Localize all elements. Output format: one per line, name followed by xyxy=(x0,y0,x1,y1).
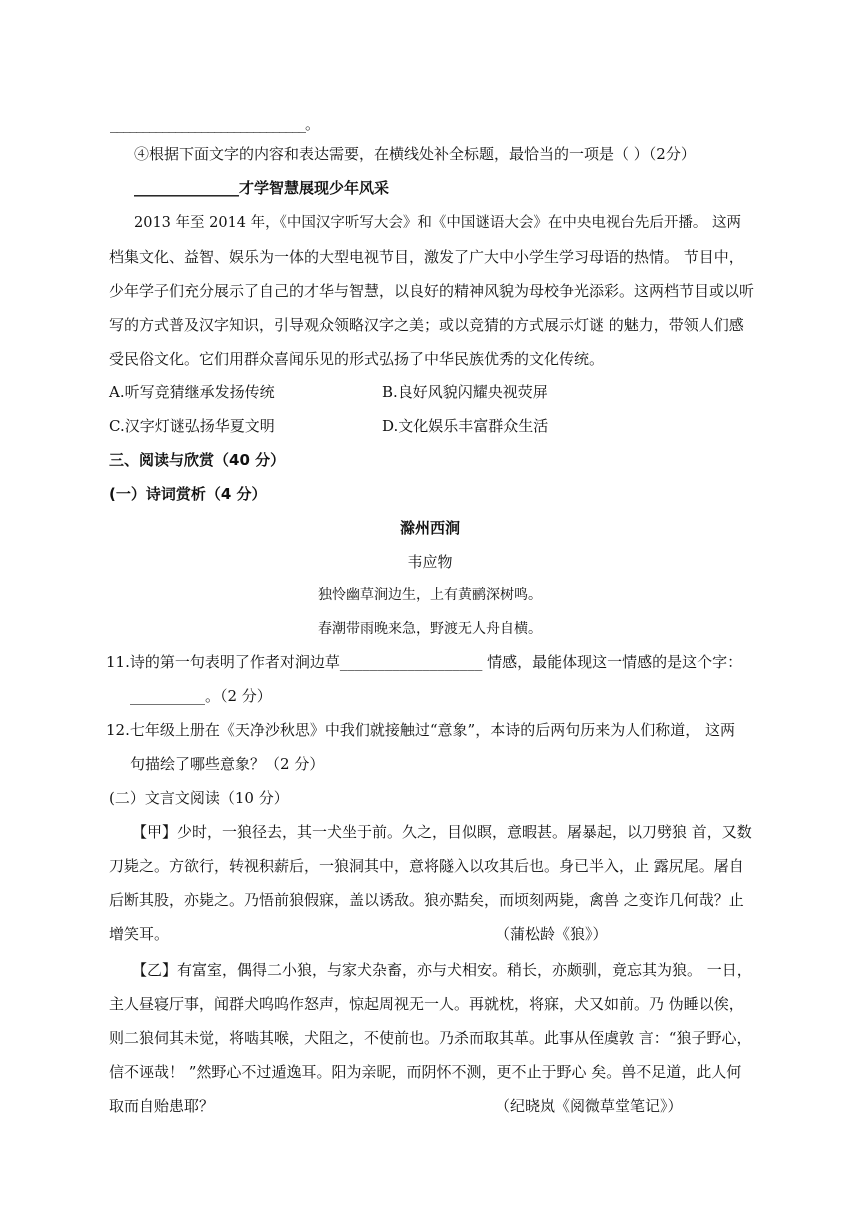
passage-line: 受民俗文化。它们用群众喜闻乐见的形式弘扬了中华民族优秀的文化传统。 xyxy=(109,350,605,368)
section-3-heading: 三、阅读与欣赏（40 分） xyxy=(109,451,286,469)
passage-jia-line: 刀毙之。方欲行，转视积薪后，一狼洞其中，意将隧入以攻其后也。身已半入，止 露尻尾。屠自 xyxy=(109,857,744,875)
subsection-classical-heading: (二）文言文阅读（10 分） xyxy=(109,789,289,807)
poem-title: 滁州西涧 xyxy=(399,519,460,537)
poem-author: 韦应物 xyxy=(407,553,453,571)
passage-jia-line: 后断其股，亦毙之。乃悟前狼假寐，盖以诱敌。狼亦黠矣，而顷刻两毙，禽兽 之变诈几何哉？止 xyxy=(109,891,744,909)
passage-jia-line: 【甲】少时，一狼径去，其一犬坐于前。久之，目似瞑，意暇甚。屠暴起，以刀劈狼 首，又数 xyxy=(132,823,752,841)
poem-line: 独怜幽草涧边生，上有黄鹂深树鸣。 xyxy=(318,587,542,603)
poem-line: 春潮带雨晚来急，野渡无人舟自横。 xyxy=(318,621,542,637)
answer-blank-line: ______________________________。 xyxy=(110,115,320,133)
option-d: D.文化娱乐丰富群众生活 xyxy=(382,417,549,435)
passage-yi-line: 主人昼寝厅事，闻群犬呜呜作怒声，惊起周视无一人。再就枕，将寐，犬又如前。乃 伪睡以俟， xyxy=(109,995,744,1013)
passage-jia-line: 增笑耳。 xyxy=(109,925,170,943)
passage-line: 2013 年至 2014 年，《中国汉字听写大会》和《中国谜语大会》在中央电视台先后开播。 这两 xyxy=(134,215,741,231)
passage-line: 写的方式普及汉字知识，引导观众领略汉字之美；或以竞猜的方式展示灯谜 的魅力，带领人们感 xyxy=(109,316,744,334)
question-11-continued: __________。（2 分） xyxy=(130,687,272,705)
option-b: B.良好风貌闪耀央视荧屏 xyxy=(382,383,548,401)
passage-yi-line: 【乙】有富室，偶得二小狼，与家犬杂畜，亦与犬相安。稍长，亦颇驯，竟忘其为狼。 一日， xyxy=(132,961,752,979)
question-12: 12.七年级上册在《天净沙秋思》中我们就接触过“意象”，本诗的后两句历来为人们称道， 这两 xyxy=(106,721,735,739)
passage-line: 少年学子们充分展示了自己的才华与智慧，以良好的精神风貌为母校争光添彩。这两档节目或以听 xyxy=(109,282,755,300)
passage-yi-line: 取而自贻患耶？ xyxy=(109,1097,215,1115)
passage-line: 档集文化、益智、娱乐为一体的大型电视节目，激发了广大中小学生学习母语的热情。 节目中， xyxy=(109,248,744,266)
passage-yi-source: （纪晓岚《阅微草堂笔记》） xyxy=(495,1097,683,1115)
option-c: C.汉字灯谜弘扬华夏文明 xyxy=(109,417,275,435)
passage-yi-line: 信不诬哉！ ”然野心不过遁逸耳。阳为亲昵，而阴怀不测，更不止于野心 矣。兽不足道，此人何 xyxy=(109,1063,742,1081)
question-12-continued: 句描绘了哪些意象？（2 分） xyxy=(130,755,325,773)
subsection-poetry-heading: (一）诗词赏析（4 分） xyxy=(109,485,267,503)
passage-jia-source: （蒲松龄《狼》） xyxy=(495,925,608,943)
passage-yi-line: 则二狼伺其未觉，将啮其喉，犬阻之，不使前也。乃杀而取其革。此事从侄虞敦 言：“狼子野心， xyxy=(109,1029,752,1047)
option-a: A.听写竞猜继承发扬传统 xyxy=(109,383,275,401)
question-11: 11.诗的第一句表明了作者对涧边草___________________ 情感，最能体现这一情感的是这个字： xyxy=(106,653,743,671)
question-4-prompt: ④根据下面文字的内容和表达需要，在横线处补全标题，最恰当的一项是（ ）（2分） xyxy=(134,145,696,163)
headline-with-blank: ______________才学智慧展现少年风采 xyxy=(134,179,390,197)
